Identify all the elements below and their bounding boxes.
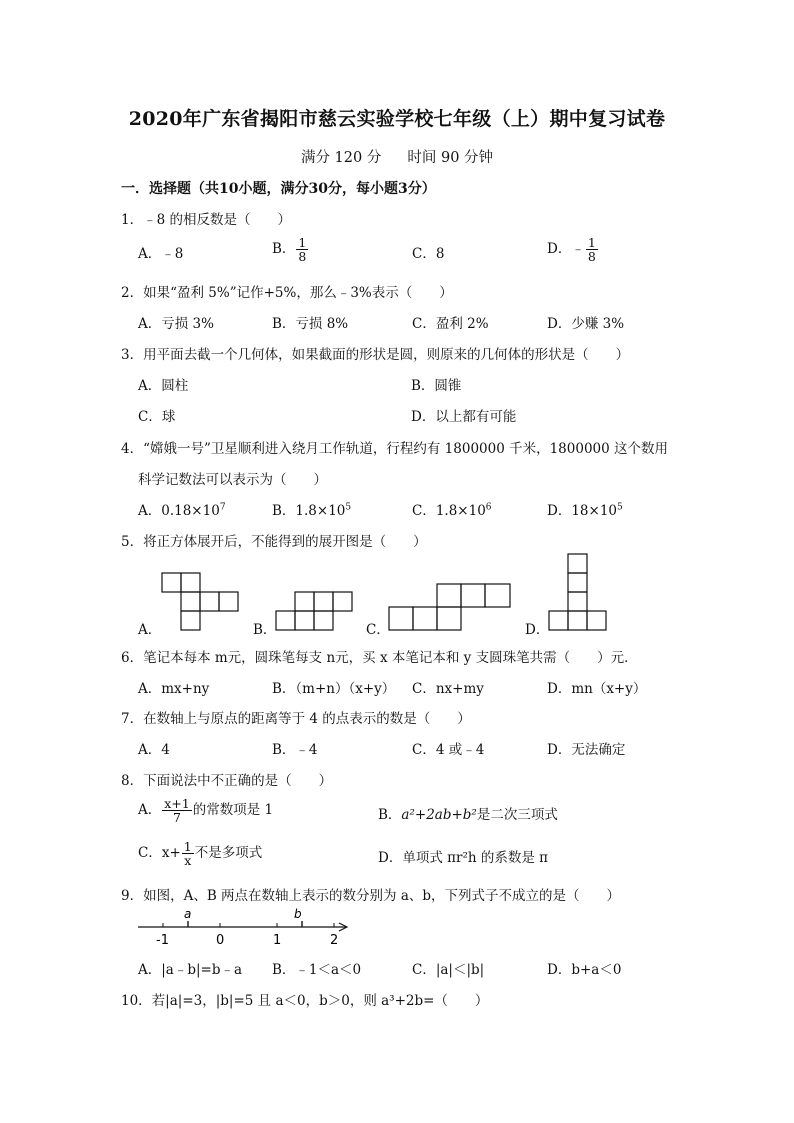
q6-option-b: B．（m+n）（x+y） [272,681,396,697]
number-line-figure [130,906,360,950]
q4-stem-line1: 4．“嫦娥一号”卫星顺利进入绕月工作轨道，行程约有 1800000 千米，1800000 这个数用 [121,441,669,457]
full-score: 满分 120 分 [300,150,382,166]
q9-option-d: D．b+a＜0 [547,962,622,978]
q4-stem-line2: 科学记数法可以表示为（ ） [138,472,327,488]
q3-option-a: A．圆柱 [138,378,189,394]
q4-option-d: D．$18\times 10^5$ [547,502,623,519]
q8-option-b: B．a²+2ab+b²是二次三项式 [378,807,558,823]
q6-stem: 6．笔记本每本 m元，圆珠笔每支 n元，买 x 本笔记本和 y 支圆珠笔共需（ ）元． [121,650,638,666]
q8-a-fraction: $\frac{x+1}{7}$ [164,796,190,825]
tick-label-1: 1 [273,933,282,948]
q4-option-c: C．$1.8\times 10^6$ [412,502,492,519]
net-b [276,592,352,630]
q8-c-fraction: $\frac{1}{x}$ [183,839,192,868]
q5-option-b: B． [253,622,277,638]
point-b-label: b [294,907,302,921]
q1-option-c: C．8 [412,246,445,262]
tick-label-0: 0 [216,933,225,948]
q3-option-b: B．圆锥 [411,378,462,394]
q1-d-fraction: $\frac{1}{8}$ [587,235,596,264]
q1-stem: 1．﹣8 的相反数是（ ） [121,212,291,228]
page-title: 2020年广东省揭阳市慈云实验学校七年级（上）期中复习试卷 [128,108,666,130]
q5-option-a: A． [138,622,162,638]
q2-option-b: B．亏损 8% [272,316,349,332]
net-d [549,554,606,630]
q6-option-a: A．mx+ny [138,681,210,697]
q1-option-a: A．﹣8 [138,246,184,262]
q2-stem: 2．如果“盈利 5%”记作+5%，那么﹣3%表示（ ） [121,285,453,301]
time-limit: 时间 90 分钟 [407,150,494,166]
q7-option-c: C．4 或﹣4 [412,742,485,758]
q1-option-b: B． $\frac{1}{8}$ [272,235,307,264]
q10-stem: 10．若|a|=3，|b|=5 且 a＜0，b＞0，则 a³+2b=（ ） [121,993,489,1009]
q2-option-d: D．少赚 3% [547,316,625,332]
q9-option-b: B．﹣1＜a＜0 [272,962,362,978]
q1-b-fraction: $\frac{1}{8}$ [298,235,307,264]
q9-stem: 9．如图，A、B 两点在数轴上表示的数分别为 a、b，下列式子不成立的是（ ） [121,888,621,904]
q9-option-a: A．|a﹣b|=b﹣a [138,962,243,978]
q2-option-a: A．亏损 3% [138,316,214,332]
q7-option-b: B．﹣4 [272,742,318,758]
point-a-label: a [184,907,192,921]
q1-option-d: D．﹣ $\frac{1}{8}$ [547,235,596,264]
q8-stem: 8．下面说法中不正确的是（ ） [121,773,333,789]
q5-stem: 5．将正方体展开后，不能得到的展开图是（ ） [121,534,427,550]
section-heading: 一．选择题（共10小题，满分30分，每小题3分） [121,181,436,197]
q5-option-c: C． [366,622,390,638]
q6-option-d: D．mn（x+y） [547,681,647,697]
tick-label-neg1: -1 [156,933,169,948]
tick-label-2: 2 [330,933,339,948]
q7-option-a: A．4 [138,742,170,758]
q6-option-c: C．nx+my [412,681,484,697]
q4-option-b: B．$1.8\times 10^5$ [272,502,352,519]
q3-option-c: C．球 [138,409,176,425]
net-c [389,584,510,630]
net-a [162,573,238,630]
q8-option-d: D．单项式 πr²h 的系数是 π [378,850,549,866]
q7-stem: 7．在数轴上与原点的距离等于 4 的点表示的数是（ ） [121,711,471,727]
q8-option-a: A． $\frac{x+1}{7}$ 的常数项是 1 [138,796,274,825]
q3-stem: 3．用平面去截一个几何体，如果截面的形状是圆，则原来的几何体的形状是（ ） [121,347,630,363]
q4-option-a: A．$0.18\times 10^7$ [138,502,226,519]
q7-option-d: D．无法确定 [547,742,626,758]
q2-option-c: C．盈利 2% [412,316,489,332]
q8-option-c: C．x+ $\frac{1}{x}$ 不是多项式 [138,839,263,868]
q5-option-d: D． [525,622,550,638]
q3-option-d: D．以上都有可能 [411,409,517,425]
q9-option-c: C．|a|＜|b| [412,962,485,978]
